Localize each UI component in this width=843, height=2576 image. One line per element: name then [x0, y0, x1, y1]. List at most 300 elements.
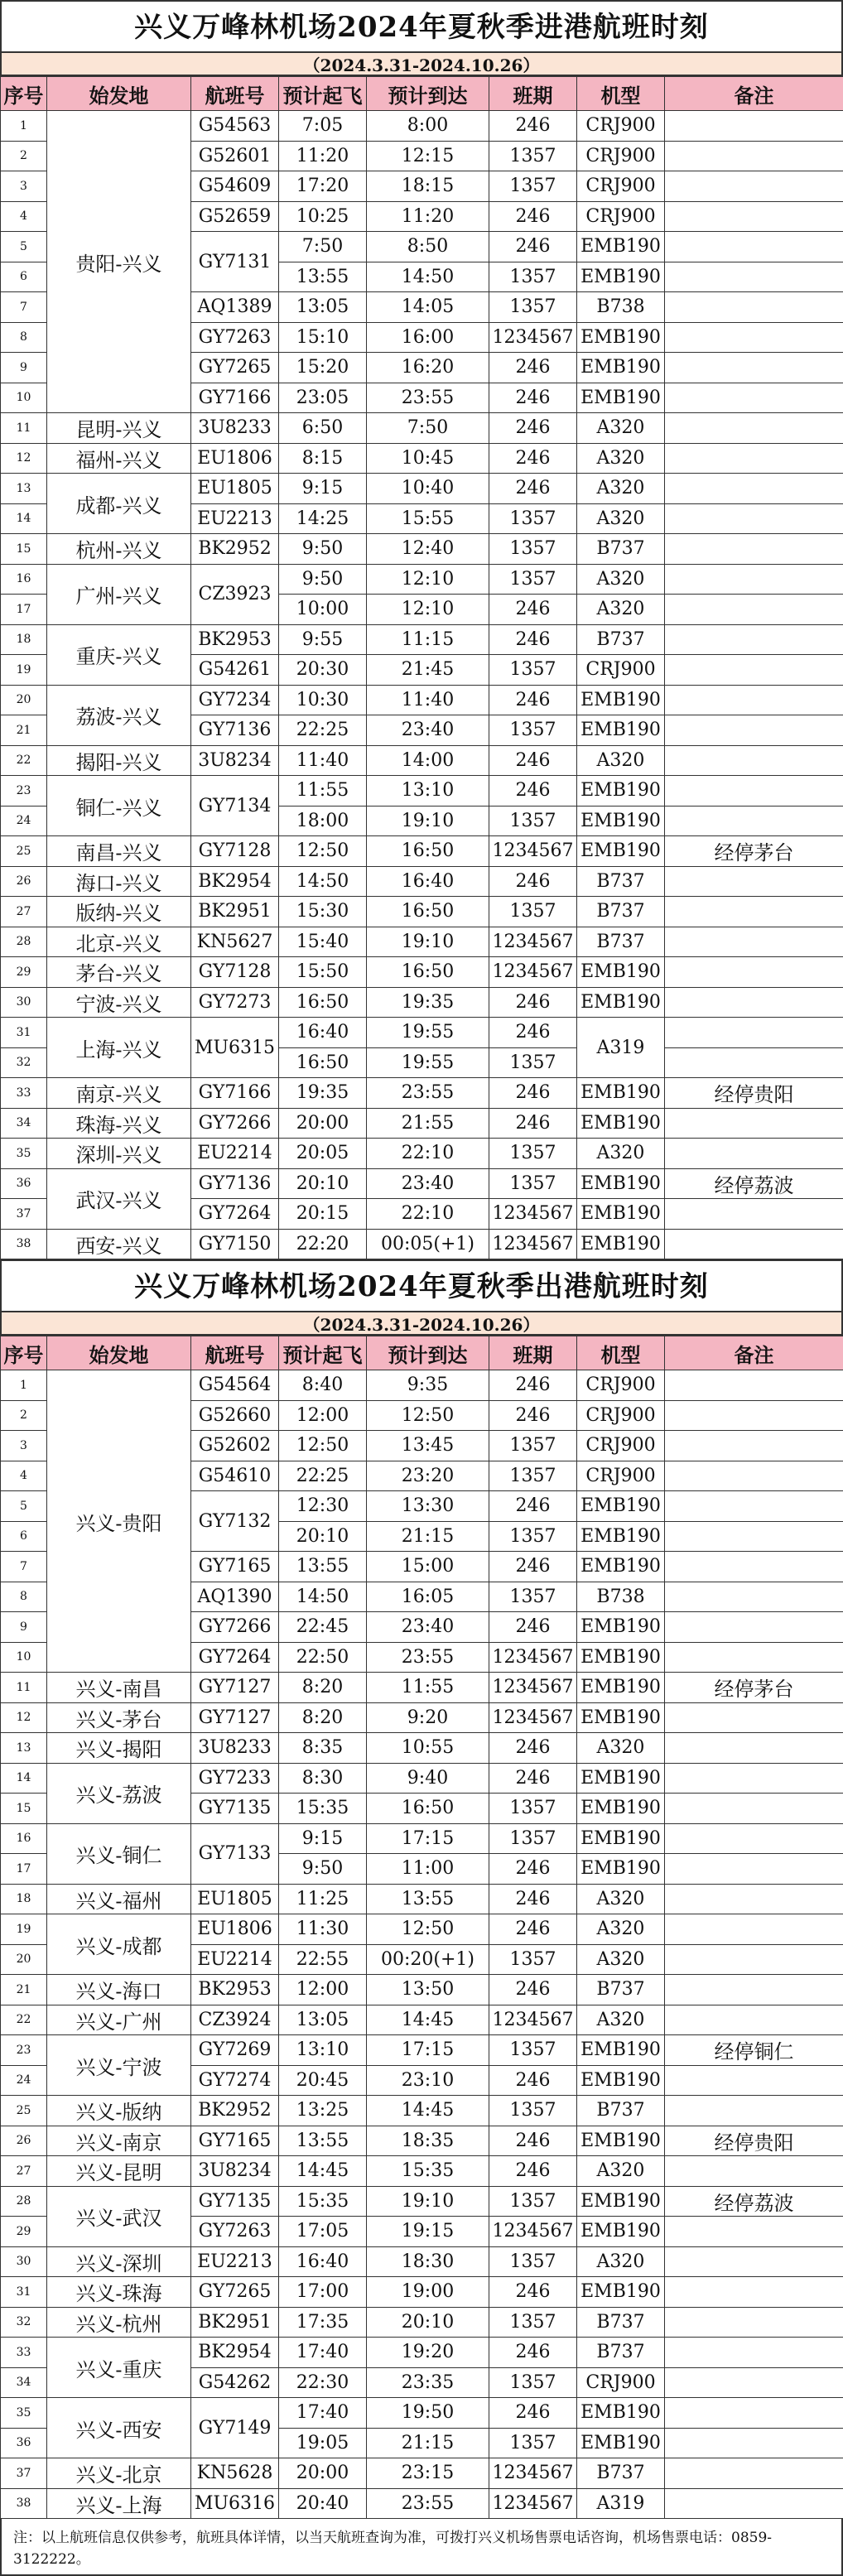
cell-no: 24 [1, 806, 47, 836]
cell-no: 21 [1, 715, 47, 746]
table-row [1, 2005, 843, 2035]
cell-arr: 12:50 [367, 1400, 489, 1431]
table-row [1, 2186, 843, 2217]
cell-flight: GY7127 [191, 1702, 279, 1733]
cell-arr: 10:45 [367, 443, 489, 474]
cell-no: 16 [1, 1823, 47, 1854]
cell-days: 246 [489, 111, 577, 142]
cell-days: 1234567 [489, 927, 577, 957]
cell-origin: 版纳-兴义 [47, 897, 191, 927]
cell-days: 1357 [489, 2246, 577, 2277]
cell-no: 35 [1, 1139, 47, 1169]
table-row [1, 2458, 843, 2489]
cell-flight: EU1806 [191, 443, 279, 474]
cell-arr: 18:30 [367, 2246, 489, 2277]
cell-note [665, 745, 843, 776]
cell-origin: 兴义-上海 [47, 2488, 191, 2519]
cell-origin: 兴义-深圳 [47, 2246, 191, 2277]
table-row [1, 987, 843, 1018]
cell-dep: 11:30 [279, 1914, 367, 1945]
cell-note [665, 1521, 843, 1552]
cell-arr: 14:05 [367, 292, 489, 323]
cell-no: 31 [1, 1018, 47, 1048]
cell-dep: 7:50 [279, 232, 367, 262]
cell-dep: 6:50 [279, 413, 367, 444]
cell-origin: 深圳-兴义 [47, 1139, 191, 1169]
cell-type: A320 [577, 1884, 665, 1914]
table-row [1, 413, 843, 444]
arrival-title: 兴义万峰林机场2024年夏秋季进港航班时刻 [0, 0, 843, 51]
cell-days: 1357 [489, 806, 577, 836]
cell-no: 31 [1, 2277, 47, 2308]
cell-note [665, 201, 843, 232]
cell-flight: MU6315 [191, 1018, 279, 1078]
cell-flight: EU2214 [191, 1139, 279, 1169]
cell-flight: GY7149 [191, 2398, 279, 2458]
cell-dep: 20:10 [279, 1521, 367, 1552]
cell-origin: 南昌-兴义 [47, 836, 191, 867]
cell-note [665, 1139, 843, 1169]
cell-dep: 17:40 [279, 2398, 367, 2429]
cell-dep: 23:05 [279, 383, 367, 413]
cell-type: EMB190 [577, 2126, 665, 2156]
table-row [1, 2096, 843, 2126]
cell-no: 6 [1, 262, 47, 292]
table-row [1, 2277, 843, 2308]
table-row [1, 474, 843, 504]
cell-note: 经停荔波 [665, 1168, 843, 1199]
cell-flight: GY7128 [191, 836, 279, 867]
cell-no: 2 [1, 141, 47, 171]
cell-arr: 00:20(+1) [367, 1944, 489, 1975]
cell-days: 1357 [489, 534, 577, 565]
cell-dep: 15:35 [279, 2186, 367, 2217]
cell-arr: 9:20 [367, 1702, 489, 1733]
cell-note [665, 2458, 843, 2489]
cell-type: B737 [577, 866, 665, 897]
cell-flight: AQ1389 [191, 292, 279, 323]
cell-dep: 13:05 [279, 2005, 367, 2035]
cell-flight: GY7128 [191, 957, 279, 988]
cell-flight: GY7133 [191, 1823, 279, 1884]
cell-type: EMB190 [577, 987, 665, 1018]
cell-type: EMB190 [577, 1521, 665, 1552]
cell-days: 246 [489, 2398, 577, 2429]
cell-dep: 15:40 [279, 927, 367, 957]
cell-origin: 兴义-南京 [47, 2126, 191, 2156]
cell-arr: 17:15 [367, 1823, 489, 1854]
cell-type: B738 [577, 292, 665, 323]
cell-arr: 14:45 [367, 2096, 489, 2126]
cell-flight: G52602 [191, 1431, 279, 1461]
cell-note [665, 715, 843, 746]
cell-note [665, 413, 843, 444]
cell-days: 246 [489, 776, 577, 807]
cell-flight: GY7274 [191, 2065, 279, 2096]
cell-flight: GY7263 [191, 2217, 279, 2247]
cell-no: 12 [1, 443, 47, 474]
cell-no: 9 [1, 353, 47, 383]
cell-no: 1 [1, 1370, 47, 1401]
cell-no: 14 [1, 1763, 47, 1794]
cell-flight: CZ3923 [191, 564, 279, 624]
cell-arr: 13:45 [367, 1431, 489, 1461]
cell-days: 246 [489, 624, 577, 655]
cell-type: B737 [577, 2338, 665, 2368]
cell-no: 37 [1, 1199, 47, 1230]
cell-origin: 西安-兴义 [47, 1229, 191, 1259]
cell-type: EMB190 [577, 1763, 665, 1794]
cell-arr: 11:20 [367, 201, 489, 232]
cell-dep: 19:05 [279, 2428, 367, 2458]
table-row [1, 1673, 843, 1703]
cell-days: 246 [489, 1491, 577, 1522]
cell-flight: GY7273 [191, 987, 279, 1018]
cell-note: 经停铜仁 [665, 2035, 843, 2066]
cell-arr: 10:55 [367, 1733, 489, 1764]
cell-dep: 17:00 [279, 2277, 367, 2308]
cell-note [665, 1461, 843, 1491]
table-row [1, 2307, 843, 2338]
cell-arr: 23:35 [367, 2367, 489, 2398]
cell-arr: 13:30 [367, 1491, 489, 1522]
cell-note [665, 866, 843, 897]
cell-dep: 9:15 [279, 474, 367, 504]
cell-flight: G54609 [191, 171, 279, 202]
table-row [1, 836, 843, 867]
cell-type: EMB190 [577, 232, 665, 262]
cell-origin: 昆明-兴义 [47, 413, 191, 444]
column-header: 序号 [1, 1336, 47, 1370]
cell-note [665, 2156, 843, 2187]
cell-flight: KN5628 [191, 2458, 279, 2489]
column-header: 航班号 [191, 77, 279, 111]
cell-days: 1357 [489, 2096, 577, 2126]
cell-dep: 8:35 [279, 1733, 367, 1764]
cell-no: 20 [1, 685, 47, 715]
cell-days: 1357 [489, 1794, 577, 1824]
table-row [1, 1763, 843, 1794]
cell-type: A320 [577, 1914, 665, 1945]
cell-note [665, 2217, 843, 2247]
cell-type: B737 [577, 2096, 665, 2126]
cell-flight: 3U8233 [191, 1733, 279, 1764]
cell-note [665, 292, 843, 323]
cell-dep: 15:50 [279, 957, 367, 988]
cell-dep: 22:30 [279, 2367, 367, 2398]
cell-type: EMB190 [577, 1823, 665, 1854]
cell-origin: 兴义-北京 [47, 2458, 191, 2489]
cell-arr: 23:40 [367, 715, 489, 746]
cell-arr: 8:50 [367, 232, 489, 262]
cell-dep: 20:00 [279, 2458, 367, 2489]
cell-type: EMB190 [577, 1168, 665, 1199]
table-row [1, 1108, 843, 1139]
cell-origin: 成都-兴义 [47, 474, 191, 534]
cell-flight: 3U8233 [191, 413, 279, 444]
cell-no: 4 [1, 201, 47, 232]
cell-origin: 茅台-兴义 [47, 957, 191, 988]
table-row [1, 1139, 843, 1169]
cell-flight: BK2951 [191, 897, 279, 927]
column-header: 航班号 [191, 1336, 279, 1370]
departure-table-body [1, 1370, 843, 2519]
cell-days: 1234567 [489, 2458, 577, 2489]
cell-note [665, 897, 843, 927]
cell-days: 1357 [489, 1139, 577, 1169]
cell-type: A319 [577, 2488, 665, 2519]
cell-no: 27 [1, 897, 47, 927]
cell-note [665, 1431, 843, 1461]
cell-arr: 12:10 [367, 595, 489, 625]
table-row [1, 1823, 843, 1854]
cell-arr: 23:10 [367, 2065, 489, 2096]
cell-dep: 15:30 [279, 897, 367, 927]
cell-arr: 19:15 [367, 2217, 489, 2247]
column-header: 备注 [665, 1336, 843, 1370]
cell-type: EMB190 [577, 1794, 665, 1824]
cell-type: EMB190 [577, 715, 665, 746]
cell-type: EMB190 [577, 1229, 665, 1259]
cell-no: 28 [1, 927, 47, 957]
table-row [1, 111, 843, 142]
cell-note [665, 1047, 843, 1078]
cell-arr: 8:00 [367, 111, 489, 142]
cell-flight: GY7135 [191, 1794, 279, 1824]
cell-no: 6 [1, 1521, 47, 1552]
cell-type: A320 [577, 595, 665, 625]
cell-flight: GY7265 [191, 353, 279, 383]
cell-days: 1357 [489, 655, 577, 686]
cell-no: 20 [1, 1944, 47, 1975]
cell-flight: 3U8234 [191, 745, 279, 776]
cell-no: 18 [1, 1884, 47, 1914]
cell-dep: 12:50 [279, 1431, 367, 1461]
table-row [1, 2035, 843, 2066]
cell-origin: 福州-兴义 [47, 443, 191, 474]
cell-flight: G54262 [191, 2367, 279, 2398]
cell-arr: 21:15 [367, 1521, 489, 1552]
cell-flight: GY7127 [191, 1673, 279, 1703]
cell-flight: BK2952 [191, 534, 279, 565]
cell-dep: 20:40 [279, 2488, 367, 2519]
cell-note [665, 1612, 843, 1643]
cell-no: 25 [1, 2096, 47, 2126]
cell-flight: KN5627 [191, 927, 279, 957]
table-row [1, 1702, 843, 1733]
cell-days: 1357 [489, 564, 577, 595]
cell-days: 1357 [489, 1582, 577, 1612]
cell-days: 1357 [489, 503, 577, 534]
cell-days: 246 [489, 1612, 577, 1643]
cell-flight: G52659 [191, 201, 279, 232]
cell-no: 17 [1, 595, 47, 625]
cell-origin: 铜仁-兴义 [47, 776, 191, 836]
cell-arr: 21:15 [367, 2428, 489, 2458]
cell-flight: BK2953 [191, 624, 279, 655]
cell-arr: 17:15 [367, 2035, 489, 2066]
cell-flight: EU2214 [191, 1944, 279, 1975]
column-header: 预计起飞 [279, 77, 367, 111]
cell-origin: 兴义-广州 [47, 2005, 191, 2035]
cell-origin: 兴义-荔波 [47, 1763, 191, 1823]
cell-flight: GY7234 [191, 685, 279, 715]
cell-note [665, 1944, 843, 1975]
cell-days: 1357 [489, 1431, 577, 1461]
cell-type: EMB190 [577, 806, 665, 836]
column-header: 始发地 [47, 1336, 191, 1370]
cell-note [665, 2488, 843, 2519]
cell-arr: 16:50 [367, 836, 489, 867]
cell-origin: 兴义-珠海 [47, 2277, 191, 2308]
cell-days: 246 [489, 413, 577, 444]
cell-dep: 12:00 [279, 1975, 367, 2005]
table-row [1, 534, 843, 565]
cell-no: 22 [1, 745, 47, 776]
cell-dep: 14:25 [279, 503, 367, 534]
cell-arr: 16:00 [367, 322, 489, 353]
cell-dep: 19:35 [279, 1078, 367, 1109]
cell-no: 18 [1, 624, 47, 655]
cell-days: 1357 [489, 1521, 577, 1552]
cell-dep: 10:30 [279, 685, 367, 715]
table-row [1, 1884, 843, 1914]
cell-dep: 20:15 [279, 1199, 367, 1230]
column-header: 班期 [489, 1336, 577, 1370]
cell-arr: 13:10 [367, 776, 489, 807]
cell-dep: 9:15 [279, 1823, 367, 1854]
cell-note [665, 232, 843, 262]
cell-arr: 21:55 [367, 1108, 489, 1139]
cell-days: 246 [489, 1078, 577, 1109]
cell-arr: 00:05(+1) [367, 1229, 489, 1259]
cell-note [665, 353, 843, 383]
cell-arr: 15:00 [367, 1552, 489, 1582]
table-row [1, 1733, 843, 1764]
cell-days: 246 [489, 1552, 577, 1582]
cell-note [665, 2338, 843, 2368]
cell-dep: 15:35 [279, 1794, 367, 1824]
cell-type: EMB190 [577, 1199, 665, 1230]
cell-no: 3 [1, 1431, 47, 1461]
cell-dep: 11:20 [279, 141, 367, 171]
cell-arr: 19:55 [367, 1047, 489, 1078]
cell-no: 13 [1, 1733, 47, 1764]
cell-days: 1234567 [489, 2005, 577, 2035]
cell-flight: GY7233 [191, 1763, 279, 1794]
cell-flight: GY7165 [191, 2126, 279, 2156]
cell-arr: 12:40 [367, 534, 489, 565]
cell-origin: 揭阳-兴义 [47, 745, 191, 776]
column-header: 机型 [577, 77, 665, 111]
cell-type: EMB190 [577, 1491, 665, 1522]
cell-days: 246 [489, 1854, 577, 1885]
cell-origin: 兴义-昆明 [47, 2156, 191, 2187]
cell-dep: 8:20 [279, 1673, 367, 1703]
cell-days: 1234567 [489, 957, 577, 988]
cell-type: CRJ900 [577, 655, 665, 686]
cell-note [665, 564, 843, 595]
column-header: 始发地 [47, 77, 191, 111]
column-header: 预计起飞 [279, 1336, 367, 1370]
cell-type: A320 [577, 474, 665, 504]
table-row [1, 897, 843, 927]
cell-dep: 13:55 [279, 2126, 367, 2156]
cell-dep: 20:10 [279, 1168, 367, 1199]
cell-type: EMB190 [577, 383, 665, 413]
cell-days: 1234567 [489, 2217, 577, 2247]
cell-flight: G54261 [191, 655, 279, 686]
cell-type: EMB190 [577, 1612, 665, 1643]
cell-arr: 16:50 [367, 1794, 489, 1824]
cell-no: 25 [1, 836, 47, 867]
cell-type: CRJ900 [577, 1431, 665, 1461]
cell-no: 19 [1, 1914, 47, 1945]
cell-dep: 7:05 [279, 111, 367, 142]
cell-type: EMB190 [577, 2428, 665, 2458]
cell-type: EMB190 [577, 1078, 665, 1109]
cell-note [665, 2065, 843, 2096]
cell-no: 5 [1, 1491, 47, 1522]
cell-dep: 18:00 [279, 806, 367, 836]
cell-dep: 17:20 [279, 171, 367, 202]
cell-note [665, 595, 843, 625]
cell-arr: 21:45 [367, 655, 489, 686]
cell-days: 246 [489, 1370, 577, 1401]
cell-no: 5 [1, 232, 47, 262]
cell-no: 7 [1, 1552, 47, 1582]
cell-note [665, 1108, 843, 1139]
cell-type: EMB190 [577, 1552, 665, 1582]
cell-days: 246 [489, 595, 577, 625]
cell-note [665, 1400, 843, 1431]
cell-origin: 兴义-茅台 [47, 1702, 191, 1733]
cell-type: A320 [577, 2246, 665, 2277]
cell-arr: 16:40 [367, 866, 489, 897]
cell-no: 30 [1, 2246, 47, 2277]
footer-note: 注：以上航班信息仅供参考，航班具体详情，以当天航班查询为准，可拨打兴义机场售票电话咨询，机场售票电话：0859-3122222。 [0, 2519, 843, 2576]
cell-type: EMB190 [577, 1854, 665, 1885]
departure-period: （2024.3.31-2024.10.26） [0, 1311, 843, 1336]
cell-flight: GY7131 [191, 232, 279, 292]
cell-no: 8 [1, 322, 47, 353]
table-row [1, 564, 843, 595]
cell-note [665, 474, 843, 504]
cell-no: 10 [1, 383, 47, 413]
cell-origin: 兴义-西安 [47, 2398, 191, 2458]
cell-days: 1357 [489, 1047, 577, 1078]
cell-arr: 23:15 [367, 2458, 489, 2489]
cell-arr: 11:55 [367, 1673, 489, 1703]
cell-flight: GY7265 [191, 2277, 279, 2308]
cell-arr: 19:00 [367, 2277, 489, 2308]
cell-note [665, 1914, 843, 1945]
cell-origin: 兴义-重庆 [47, 2338, 191, 2398]
table-row [1, 2338, 843, 2368]
cell-arr: 11:00 [367, 1854, 489, 1885]
cell-origin: 兴义-宁波 [47, 2035, 191, 2096]
cell-no: 24 [1, 2065, 47, 2096]
cell-dep: 22:45 [279, 1612, 367, 1643]
column-header: 预计到达 [367, 1336, 489, 1370]
cell-note [665, 2307, 843, 2338]
cell-note: 经停贵阳 [665, 2126, 843, 2156]
cell-dep: 10:00 [279, 595, 367, 625]
cell-no: 4 [1, 1461, 47, 1491]
cell-flight: BK2952 [191, 2096, 279, 2126]
departure-section [0, 1259, 843, 2576]
cell-arr: 19:20 [367, 2338, 489, 2368]
